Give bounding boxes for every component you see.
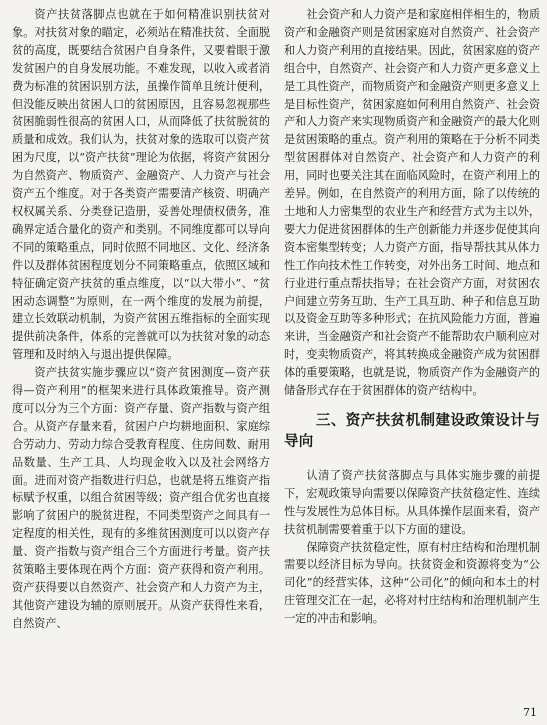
body-paragraph: 认清了资产扶贫落脚点与具体实施步骤的前提下，宏观政策导向需要以保障资产扶贫稳定性、连续性与发展性为总体目标。从具体操作层面来看，资产扶贫机制需要着重于以下方面的建设。 [284, 468, 540, 536]
page-number: 71 [523, 706, 537, 719]
body-paragraph: 保障资产扶贫稳定性，原有村庄结构和治理机制需要以经济目标为导向。扶贫资金和资源将变为“公司化”的经营实体，这种“公司化”的倾向和本土的村庄管理交汇在一起，必将对村庄结构和治理机制产生一定的冲击和影响。 [284, 540, 540, 626]
body-paragraph: 资产扶贫落脚点也就在于如何精准识别扶贫对象。对扶贫对象的瞄定，必须站在精准扶贫、全面脱贫的高度，既要结合贫困户自身条件，又要着眼于激发贫困户的自身发展功能。不难发现，以收入或者消费为标准的贫困识别方法，虽操作简单且统计便利，但没能反映出贫困人口的贫困原因，且容易忽视那些贫困脆弱性很高的贫困人口，从而降低了扶贫脱贫的质量和成效。我们认为，扶贫对象的选取可以资产贫困为尺度，以“资产扶贫”理论为依据，将资产贫困分为自然资产、物质资产、金融资产、人力资产与社会资产五个维度。对于各类资产需要清产核资、明确产权权属关系、分类登记造册，妥善处理债权债务，准确界定适合量化的资产和类别。不同维度都可以导向不同的策略重点，同时依照不同地区、文化、经济条件以及群体贫困程度划分不同策略重点，依照区域和特征确定资产扶贫的重点维度，以“以大带小”、“贫困动态调整”为原则，在一两个维度的发展为前提，建立长效联动机制，为资产贫困五维指标的全面实现提供前决条件，体系的完善就可以为扶贫对象的动态管理和及时纳入与退出提供保障。 [12, 8, 270, 362]
right-column [284, 6, 540, 628]
left-column [12, 6, 270, 633]
body-paragraph: 资产扶贫实施步骤应以“资产贫困测度—资产获得—资产利用”的框架来进行具体政策推导。资产测度可以分为三个方面：资产存量、资产指数与资产组合。从资产存量来看，贫困户户均耕地面积、家庭综合劳动力、劳动力综合受教育程度、住房间数、耐用品数量、生产工具、人均现金收入以及社会网络方面。进而对资产指数进行归总，也就是将五维资产指标赋予权重，以组合贫困等级；资产组合优劣也直接影响了贫困户的脱贫进程，不同类型资产之间具有一定程度的相关性，现有的多维贫困测度可以以资产存量、资产指数与资产组合三个方面进行考量。资产扶贫策略主要体现在两个方面：资产获得和资产利用。资产获得要以自然资产、社会资产和人力资产为主，其他资产建设为辅的原则展开。从资产获得性来看，自然资产、 [12, 366, 270, 630]
section-heading: 三、资产扶贫机制建设政策设计与导向 [284, 412, 540, 450]
body-paragraph: 社会资产和人力资产是和家庭相伴相生的，物质资产和金融资产则是贫困家庭对自然资产、社会资产和人力资产利用的直接结果。因此，贫困家庭的资产组合中，自然资产、社会资产和人力资产更多意义上是工具性资产，而物质资产和金融资产则更多意义上是目标性资产，贫困家庭如何利用自然资产、社会资产和人力资产来实现物质资产和金融资产的最大化则是贫困策略的重点。资产利用的策略在于分析不同类型贫困群体对自然资产、社会资产和人力资产的利用，同时也要关注其在面临风险时，在资产利用上的差异。例如，在自然资产的利用方面，除了以传统的土地和人力密集型的农业生产和经营方式为主以外，要大力促进贫困群体的生产创新能力并逐步促使其向资本密集型转变；人力资产方面，指导帮扶其从体力性工作向技术性工作转变，对外出务工时间、地点和行业进行重点帮扶指导；在社会资产方面，对贫困农户间建立劳务互助、生产工具互助、种子和信息互助以及资金互助等多种形式；在抗风险能力方面，普遍来讲，当金融资产和社会资产不能帮助农户顺利应对时，变卖物质资产，将其转换成金融资产成为贫困群体的重要策略，也就是说，物质资产作为金融资产的储备形式存在于贫困群体的资产结构中。 [284, 8, 540, 398]
